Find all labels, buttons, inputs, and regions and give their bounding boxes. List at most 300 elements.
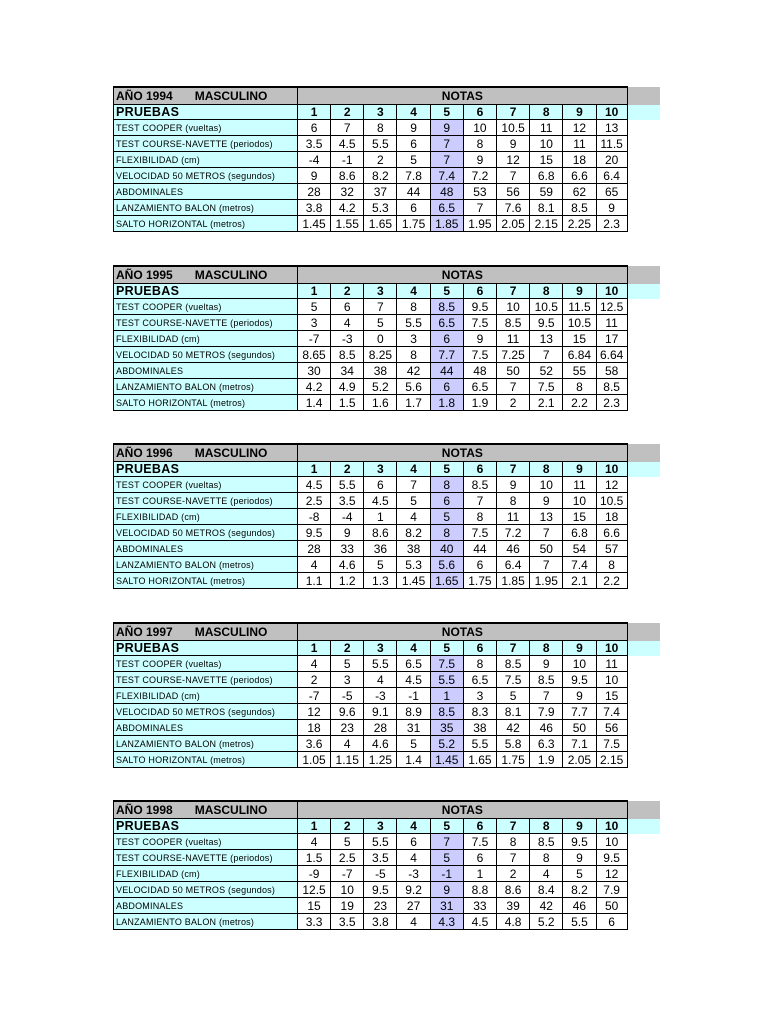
score-cell: 6.6 (596, 525, 627, 541)
score-cell: 8 (463, 509, 496, 525)
score-cell: 8 (463, 656, 496, 672)
grade-column-header: 3 (364, 462, 397, 477)
score-cell: 5.2 (430, 736, 463, 752)
score-cell: 12.5 (297, 882, 330, 898)
score-cell: 27 (397, 898, 430, 914)
score-cell: 6.4 (596, 168, 627, 184)
score-cell: -9 (297, 866, 330, 882)
score-cell: 9.5 (563, 834, 596, 850)
score-cell: 4.6 (331, 557, 364, 573)
grade-column-header: 1 (297, 105, 330, 120)
score-cell: -3 (364, 688, 397, 704)
score-cell: 1.4 (297, 395, 330, 411)
table-row (114, 882, 661, 898)
score-cell: 30 (297, 363, 330, 379)
score-cell: 5.5 (364, 834, 397, 850)
score-cell: 11 (563, 477, 596, 493)
score-cell: 57 (596, 541, 627, 557)
score-cell: 1.75 (397, 216, 430, 232)
score-table-block (113, 800, 661, 930)
score-cell: 6 (463, 557, 496, 573)
score-cell: 5.3 (397, 557, 430, 573)
grade-column-header: 10 (596, 819, 627, 834)
score-cell: 12 (297, 704, 330, 720)
score-cell: 56 (596, 720, 627, 736)
score-cell: 7.5 (596, 736, 627, 752)
table-row (114, 200, 661, 216)
score-cell: 5 (497, 688, 530, 704)
row-spacer (627, 136, 660, 152)
table-row (114, 573, 661, 589)
score-cell: 6.5 (463, 379, 496, 395)
score-cell: 3.5 (331, 914, 364, 930)
score-cell: 7.25 (497, 347, 530, 363)
score-cell: 2.5 (297, 493, 330, 509)
score-cell: -7 (331, 866, 364, 882)
score-cell: 1.05 (297, 752, 330, 768)
table-row (114, 834, 661, 850)
score-cell: 38 (397, 541, 430, 557)
score-cell: -7 (297, 688, 330, 704)
score-cell: 35 (430, 720, 463, 736)
grade-column-header: 1 (297, 462, 330, 477)
score-cell: 4.5 (397, 672, 430, 688)
score-cell: 8.2 (563, 882, 596, 898)
score-cell: 9 (430, 882, 463, 898)
score-cell: 6 (397, 834, 430, 850)
score-cell: 62 (563, 184, 596, 200)
score-cell: 8.5 (563, 200, 596, 216)
table-header-row (114, 444, 661, 462)
table-row (114, 395, 661, 411)
score-cell: 1.55 (331, 216, 364, 232)
score-cell: 5.5 (430, 672, 463, 688)
grade-column-header: 5 (430, 641, 463, 656)
row-spacer (627, 168, 660, 184)
table-row (114, 331, 661, 347)
test-name-cell: TEST COOPER (vueltas) (114, 299, 298, 315)
score-cell: 50 (497, 363, 530, 379)
table-row (114, 672, 661, 688)
score-cell: 7.8 (397, 168, 430, 184)
score-cell: -5 (364, 866, 397, 882)
score-table (113, 622, 661, 768)
score-cell: 52 (530, 363, 563, 379)
row-spacer (627, 120, 660, 136)
score-cell: 8.65 (297, 347, 330, 363)
score-cell: 44 (430, 363, 463, 379)
grade-column-header: 7 (497, 284, 530, 299)
table-year-cell (114, 801, 298, 819)
score-cell: 42 (497, 720, 530, 736)
score-cell: 5 (430, 850, 463, 866)
score-cell: 8 (596, 557, 627, 573)
score-cell: 2.25 (563, 216, 596, 232)
row-spacer (627, 704, 660, 720)
score-cell: 50 (596, 898, 627, 914)
score-cell: -3 (331, 331, 364, 347)
score-cell: 5.8 (497, 736, 530, 752)
row-spacer (627, 525, 660, 541)
score-cell: 0 (364, 331, 397, 347)
score-cell: 1.45 (297, 216, 330, 232)
score-cell: 1 (364, 509, 397, 525)
score-cell: 3 (331, 672, 364, 688)
score-cell: 1.4 (397, 752, 430, 768)
score-cell: 50 (563, 720, 596, 736)
score-cell: 10 (530, 136, 563, 152)
score-cell: 32 (331, 184, 364, 200)
table-header-row (114, 87, 661, 105)
score-cell: 9.5 (596, 850, 627, 866)
score-cell: 7.4 (430, 168, 463, 184)
score-cell: 10 (497, 299, 530, 315)
grade-column-header: 9 (563, 105, 596, 120)
score-cell: 9.5 (463, 299, 496, 315)
score-cell: 7 (430, 834, 463, 850)
table-row (114, 866, 661, 882)
score-cell: 8.6 (331, 168, 364, 184)
grade-column-header: 6 (463, 641, 496, 656)
score-cell: -4 (297, 152, 330, 168)
score-table (113, 800, 661, 930)
score-cell: 12 (596, 477, 627, 493)
score-cell: 13 (530, 509, 563, 525)
table-row (114, 120, 661, 136)
score-cell: 18 (563, 152, 596, 168)
table-row (114, 299, 661, 315)
score-cell: 44 (463, 541, 496, 557)
columns-spacer (627, 462, 660, 477)
score-cell: 7 (430, 136, 463, 152)
score-cell: 5 (364, 557, 397, 573)
pruebas-column-title: PRUEBAS (114, 105, 298, 120)
score-cell: 11.5 (596, 136, 627, 152)
table-year-cell (114, 444, 298, 462)
table-row (114, 509, 661, 525)
score-cell: 7 (397, 477, 430, 493)
table-gender: MASCULINO (194, 625, 268, 639)
score-cell: 42 (530, 898, 563, 914)
test-name-cell: TEST COURSE-NAVETTE (periodos) (114, 850, 298, 866)
score-cell: 4 (297, 834, 330, 850)
score-cell: 13 (530, 331, 563, 347)
score-cell: 4 (297, 656, 330, 672)
grade-column-header: 9 (563, 284, 596, 299)
score-cell: 2.2 (563, 395, 596, 411)
score-cell: 7.7 (430, 347, 463, 363)
row-spacer (627, 557, 660, 573)
score-cell: 4.2 (331, 200, 364, 216)
score-cell: -1 (331, 152, 364, 168)
score-cell: 5.5 (364, 136, 397, 152)
table-row (114, 184, 661, 200)
grade-column-header: 2 (331, 284, 364, 299)
score-cell: 3.5 (331, 493, 364, 509)
score-cell: 4.5 (331, 136, 364, 152)
score-cell: 37 (364, 184, 397, 200)
score-cell: 6 (331, 299, 364, 315)
table-header-row (114, 801, 661, 819)
score-cell: 8 (397, 347, 430, 363)
grade-column-header: 8 (530, 462, 563, 477)
score-cell: 10 (596, 672, 627, 688)
score-cell: 2.3 (596, 216, 627, 232)
score-cell: 8.9 (397, 704, 430, 720)
score-cell: 5 (331, 656, 364, 672)
score-cell: 7.5 (497, 672, 530, 688)
score-cell: 11 (563, 136, 596, 152)
row-spacer (627, 184, 660, 200)
score-cell: 1.75 (497, 752, 530, 768)
score-cell: 8.6 (364, 525, 397, 541)
table-row (114, 704, 661, 720)
score-cell: 8 (430, 525, 463, 541)
score-cell: 23 (331, 720, 364, 736)
score-cell: 8.4 (530, 882, 563, 898)
score-cell: -5 (331, 688, 364, 704)
score-cell: 7.5 (463, 315, 496, 331)
test-name-cell: TEST COURSE-NAVETTE (periodos) (114, 672, 298, 688)
grade-column-header: 8 (530, 641, 563, 656)
test-name-cell: LANZAMIENTO BALON (metros) (114, 557, 298, 573)
score-cell: 7 (497, 168, 530, 184)
score-cell: 5.3 (364, 200, 397, 216)
table-columns-row (114, 641, 661, 656)
score-cell: 5.6 (430, 557, 463, 573)
score-cell: 6.5 (430, 200, 463, 216)
score-cell: 20 (596, 152, 627, 168)
score-cell: 18 (596, 509, 627, 525)
grade-column-header: 9 (563, 462, 596, 477)
score-cell: 1.6 (364, 395, 397, 411)
score-cell: 1.2 (331, 573, 364, 589)
score-cell: 6.6 (563, 168, 596, 184)
test-name-cell: TEST COOPER (vueltas) (114, 120, 298, 136)
score-cell: 1.65 (430, 573, 463, 589)
score-cell: 5.5 (463, 736, 496, 752)
grade-column-header: 2 (331, 105, 364, 120)
score-cell: 38 (463, 720, 496, 736)
score-cell: 8 (497, 493, 530, 509)
score-table-block (113, 622, 661, 768)
score-cell: 31 (430, 898, 463, 914)
score-cell: 1.5 (297, 850, 330, 866)
score-cell: 9 (463, 152, 496, 168)
table-year: AÑO 1995 (116, 268, 173, 282)
table-gender: MASCULINO (194, 268, 268, 282)
score-cell: 9 (297, 168, 330, 184)
score-cell: 4 (397, 914, 430, 930)
score-cell: 7 (530, 557, 563, 573)
score-cell: 10.5 (530, 299, 563, 315)
table-row (114, 315, 661, 331)
table-row (114, 557, 661, 573)
score-cell: 36 (364, 541, 397, 557)
score-cell: 8.2 (397, 525, 430, 541)
grade-column-header: 9 (563, 819, 596, 834)
score-cell: 2.05 (497, 216, 530, 232)
score-cell: 7 (497, 850, 530, 866)
header-spacer (627, 87, 660, 105)
test-name-cell: LANZAMIENTO BALON (metros) (114, 736, 298, 752)
score-cell: 6.5 (463, 672, 496, 688)
score-cell: 7 (530, 525, 563, 541)
score-cell: 7.4 (596, 704, 627, 720)
score-cell: 5 (563, 866, 596, 882)
score-cell: 28 (297, 184, 330, 200)
score-cell: 3.5 (364, 850, 397, 866)
score-cell: 55 (563, 363, 596, 379)
grade-column-header: 7 (497, 819, 530, 834)
score-cell: 8 (563, 379, 596, 395)
score-cell: 8 (497, 834, 530, 850)
score-cell: 9.2 (397, 882, 430, 898)
pruebas-column-title: PRUEBAS (114, 284, 298, 299)
score-table-block (113, 86, 661, 232)
score-cell: 5 (364, 315, 397, 331)
score-cell: 2.05 (563, 752, 596, 768)
score-cell: 59 (530, 184, 563, 200)
row-spacer (627, 882, 660, 898)
row-spacer (627, 866, 660, 882)
table-header-row (114, 623, 661, 641)
grade-column-header: 2 (331, 819, 364, 834)
score-cell: 7 (430, 152, 463, 168)
score-cell: 2.1 (530, 395, 563, 411)
score-cell: 5.2 (530, 914, 563, 930)
row-spacer (627, 898, 660, 914)
table-gender: MASCULINO (194, 446, 268, 460)
columns-spacer (627, 819, 660, 834)
row-spacer (627, 379, 660, 395)
grade-column-header: 5 (430, 462, 463, 477)
row-spacer (627, 720, 660, 736)
score-cell: 2.3 (596, 395, 627, 411)
score-cell: 8.5 (463, 477, 496, 493)
score-cell: 33 (463, 898, 496, 914)
grade-column-header: 10 (596, 641, 627, 656)
score-cell: 13 (596, 120, 627, 136)
test-name-cell: SALTO HORIZONTAL (metros) (114, 573, 298, 589)
grade-column-header: 4 (397, 105, 430, 120)
score-cell: 8.3 (463, 704, 496, 720)
grade-column-header: 5 (430, 105, 463, 120)
test-name-cell: VELOCIDAD 50 METROS (segundos) (114, 882, 298, 898)
score-cell: 7.9 (596, 882, 627, 898)
row-spacer (627, 573, 660, 589)
score-cell: 4.2 (297, 379, 330, 395)
test-name-cell: VELOCIDAD 50 METROS (segundos) (114, 168, 298, 184)
score-cell: 4.5 (364, 493, 397, 509)
grade-column-header: 2 (331, 641, 364, 656)
score-cell: 9 (563, 850, 596, 866)
table-row (114, 477, 661, 493)
score-cell: 12 (497, 152, 530, 168)
pruebas-column-title: PRUEBAS (114, 641, 298, 656)
score-cell: 18 (297, 720, 330, 736)
score-cell: 4 (331, 315, 364, 331)
notas-header: NOTAS (297, 801, 627, 819)
table-row (114, 720, 661, 736)
table-year: AÑO 1998 (116, 803, 173, 817)
score-cell: 6.3 (530, 736, 563, 752)
score-cell: 1.45 (397, 573, 430, 589)
score-cell: 5.5 (364, 656, 397, 672)
score-cell: 8.2 (364, 168, 397, 184)
score-cell: 6 (430, 331, 463, 347)
score-cell: 9.6 (331, 704, 364, 720)
score-cell: 8 (530, 850, 563, 866)
score-cell: 6.5 (397, 656, 430, 672)
grade-column-header: 4 (397, 284, 430, 299)
score-cell: 1.45 (430, 752, 463, 768)
score-cell: 8.5 (430, 299, 463, 315)
score-cell: 15 (596, 688, 627, 704)
score-cell: 6 (430, 493, 463, 509)
score-cell: 50 (530, 541, 563, 557)
score-cell: 10.5 (497, 120, 530, 136)
score-cell: 65 (596, 184, 627, 200)
score-cell: 7 (364, 299, 397, 315)
grade-column-header: 3 (364, 284, 397, 299)
score-cell: 33 (331, 541, 364, 557)
row-spacer (627, 315, 660, 331)
test-name-cell: TEST COOPER (vueltas) (114, 834, 298, 850)
notas-header: NOTAS (297, 623, 627, 641)
score-cell: 7 (497, 379, 530, 395)
score-cell: -1 (430, 866, 463, 882)
score-cell: 8.25 (364, 347, 397, 363)
notas-header: NOTAS (297, 87, 627, 105)
table-year-cell (114, 87, 298, 105)
score-cell: 5 (397, 152, 430, 168)
score-cell: 7.5 (430, 656, 463, 672)
score-cell: 9.1 (364, 704, 397, 720)
score-cell: 1 (463, 866, 496, 882)
score-cell: 1.65 (364, 216, 397, 232)
score-cell: 7.5 (463, 525, 496, 541)
score-cell: 4 (530, 866, 563, 882)
score-cell: 8.5 (530, 834, 563, 850)
score-cell: 2.15 (530, 216, 563, 232)
score-cell: 8.6 (497, 882, 530, 898)
score-cell: 5 (430, 509, 463, 525)
grade-column-header: 3 (364, 641, 397, 656)
score-cell: 4.9 (331, 379, 364, 395)
score-cell: 54 (563, 541, 596, 557)
score-cell: 56 (497, 184, 530, 200)
score-cell: 1 (430, 688, 463, 704)
score-cell: 15 (563, 509, 596, 525)
grade-column-header: 6 (463, 462, 496, 477)
score-cell: -3 (397, 866, 430, 882)
table-year-cell (114, 623, 298, 641)
grade-column-header: 7 (497, 105, 530, 120)
grade-column-header: 6 (463, 105, 496, 120)
grade-column-header: 5 (430, 284, 463, 299)
score-cell: 7.6 (497, 200, 530, 216)
table-row (114, 525, 661, 541)
score-cell: 15 (563, 331, 596, 347)
score-cell: 1.95 (530, 573, 563, 589)
score-cell: 4.8 (497, 914, 530, 930)
table-row (114, 656, 661, 672)
score-cell: 4.5 (463, 914, 496, 930)
grade-column-header: 3 (364, 105, 397, 120)
score-cell: 34 (331, 363, 364, 379)
score-cell: 3 (397, 331, 430, 347)
